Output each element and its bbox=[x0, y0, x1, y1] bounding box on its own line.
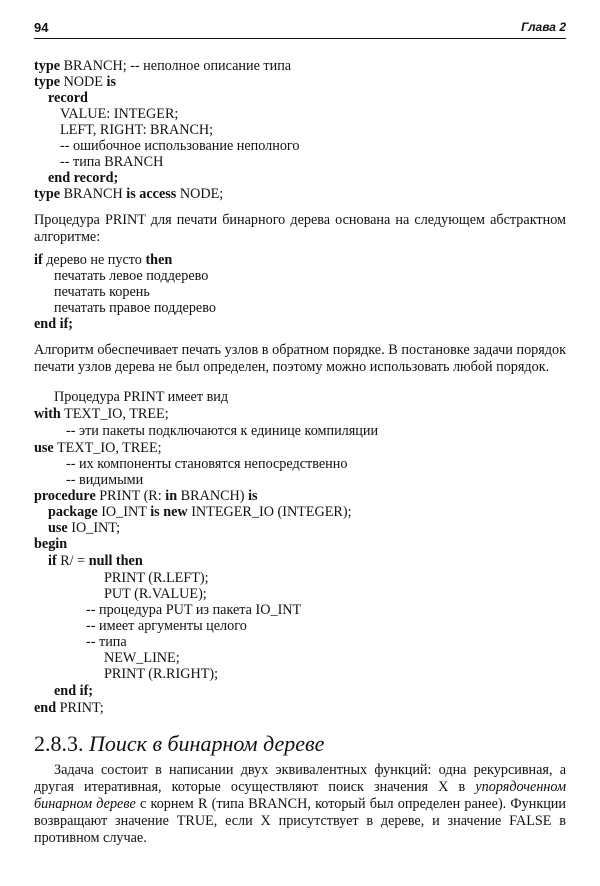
code-comment: -- процедура PUT из пакета IO_INT bbox=[86, 602, 302, 618]
code-line: type NODE is bbox=[34, 74, 116, 90]
section-number: 2.8.3. bbox=[34, 731, 84, 756]
code-line: PRINT (R.LEFT); bbox=[104, 570, 209, 586]
code-line: печатать правое поддерево bbox=[54, 300, 216, 316]
code-line: end record; bbox=[48, 170, 119, 186]
code-line: NEW_LINE; bbox=[104, 650, 180, 666]
section-title: Поиск в бинарном дереве bbox=[89, 731, 325, 756]
code-comment: -- видимыми bbox=[66, 472, 144, 488]
code-line: end if; bbox=[34, 316, 74, 332]
paragraph-search-task: Задача состоит в написании двух эквивалентных функций: одна рекурсивная, а другая итеративная, которые осуществляют поиск значения X в упорядоченном бинарном дереве с корнем R (типа BRANCH, который был определен ранее). Функции возвращают значение TRUE, если X присутствует в дереве, и значение FALSE в противном случае. bbox=[34, 762, 566, 846]
code-line: package IO_INT is new INTEGER_IO (INTEGER); bbox=[48, 504, 352, 520]
code-line: use TEXT_IO, TREE; bbox=[34, 440, 162, 456]
code-comment: -- ошибочное использование неполного bbox=[60, 138, 300, 154]
code-line: PRINT (R.RIGHT); bbox=[104, 666, 219, 682]
code-line: with TEXT_IO, TREE; bbox=[34, 406, 169, 422]
code-line: печатать левое поддерево bbox=[54, 268, 209, 284]
paragraph-print-form: Процедура PRINT имеет вид bbox=[54, 389, 229, 405]
code-line: печатать корень bbox=[54, 284, 150, 300]
code-line: type BRANCH is access NODE; bbox=[34, 186, 224, 202]
code-comment: -- их компоненты становятся непосредственно bbox=[66, 456, 348, 472]
code-line: if R/ = null then bbox=[48, 553, 143, 569]
code-line: VALUE: INTEGER; bbox=[60, 106, 179, 122]
chapter-title: Глава 2 bbox=[521, 20, 566, 34]
code-line: begin bbox=[34, 536, 68, 552]
code-line: PUT (R.VALUE); bbox=[104, 586, 207, 602]
code-line: end PRINT; bbox=[34, 700, 104, 716]
code-line: end if; bbox=[54, 683, 94, 699]
code-line: LEFT, RIGHT: BRANCH; bbox=[60, 122, 214, 138]
code-line: use IO_INT; bbox=[48, 520, 121, 536]
code-line: procedure PRINT (R: in BRANCH) is bbox=[34, 488, 258, 504]
code-comment: -- типа BRANCH bbox=[60, 154, 164, 170]
code-comment: -- эти пакеты подключаются к единице компиляции bbox=[66, 423, 379, 439]
code-line: record bbox=[48, 90, 88, 106]
page-number: 94 bbox=[34, 20, 49, 35]
code-line: if дерево не пусто then bbox=[34, 252, 173, 268]
code-line: type BRANCH; -- неполное описание типа bbox=[34, 58, 292, 74]
code-comment: -- имеет аргументы целого bbox=[86, 618, 247, 634]
code-comment: -- типа bbox=[86, 634, 127, 650]
paragraph-algorithm-note: Алгоритм обеспечивает печать узлов в обратном порядке. В постановке задачи порядок печати узлов дерева не был определен, поэтому можно использовать любой порядок. bbox=[34, 342, 566, 375]
section-heading bbox=[34, 731, 324, 757]
paragraph-print-intro: Процедура PRINT для печати бинарного дерева основана на следующем абстрактном алгоритме: bbox=[34, 212, 566, 245]
page-header bbox=[34, 20, 566, 39]
